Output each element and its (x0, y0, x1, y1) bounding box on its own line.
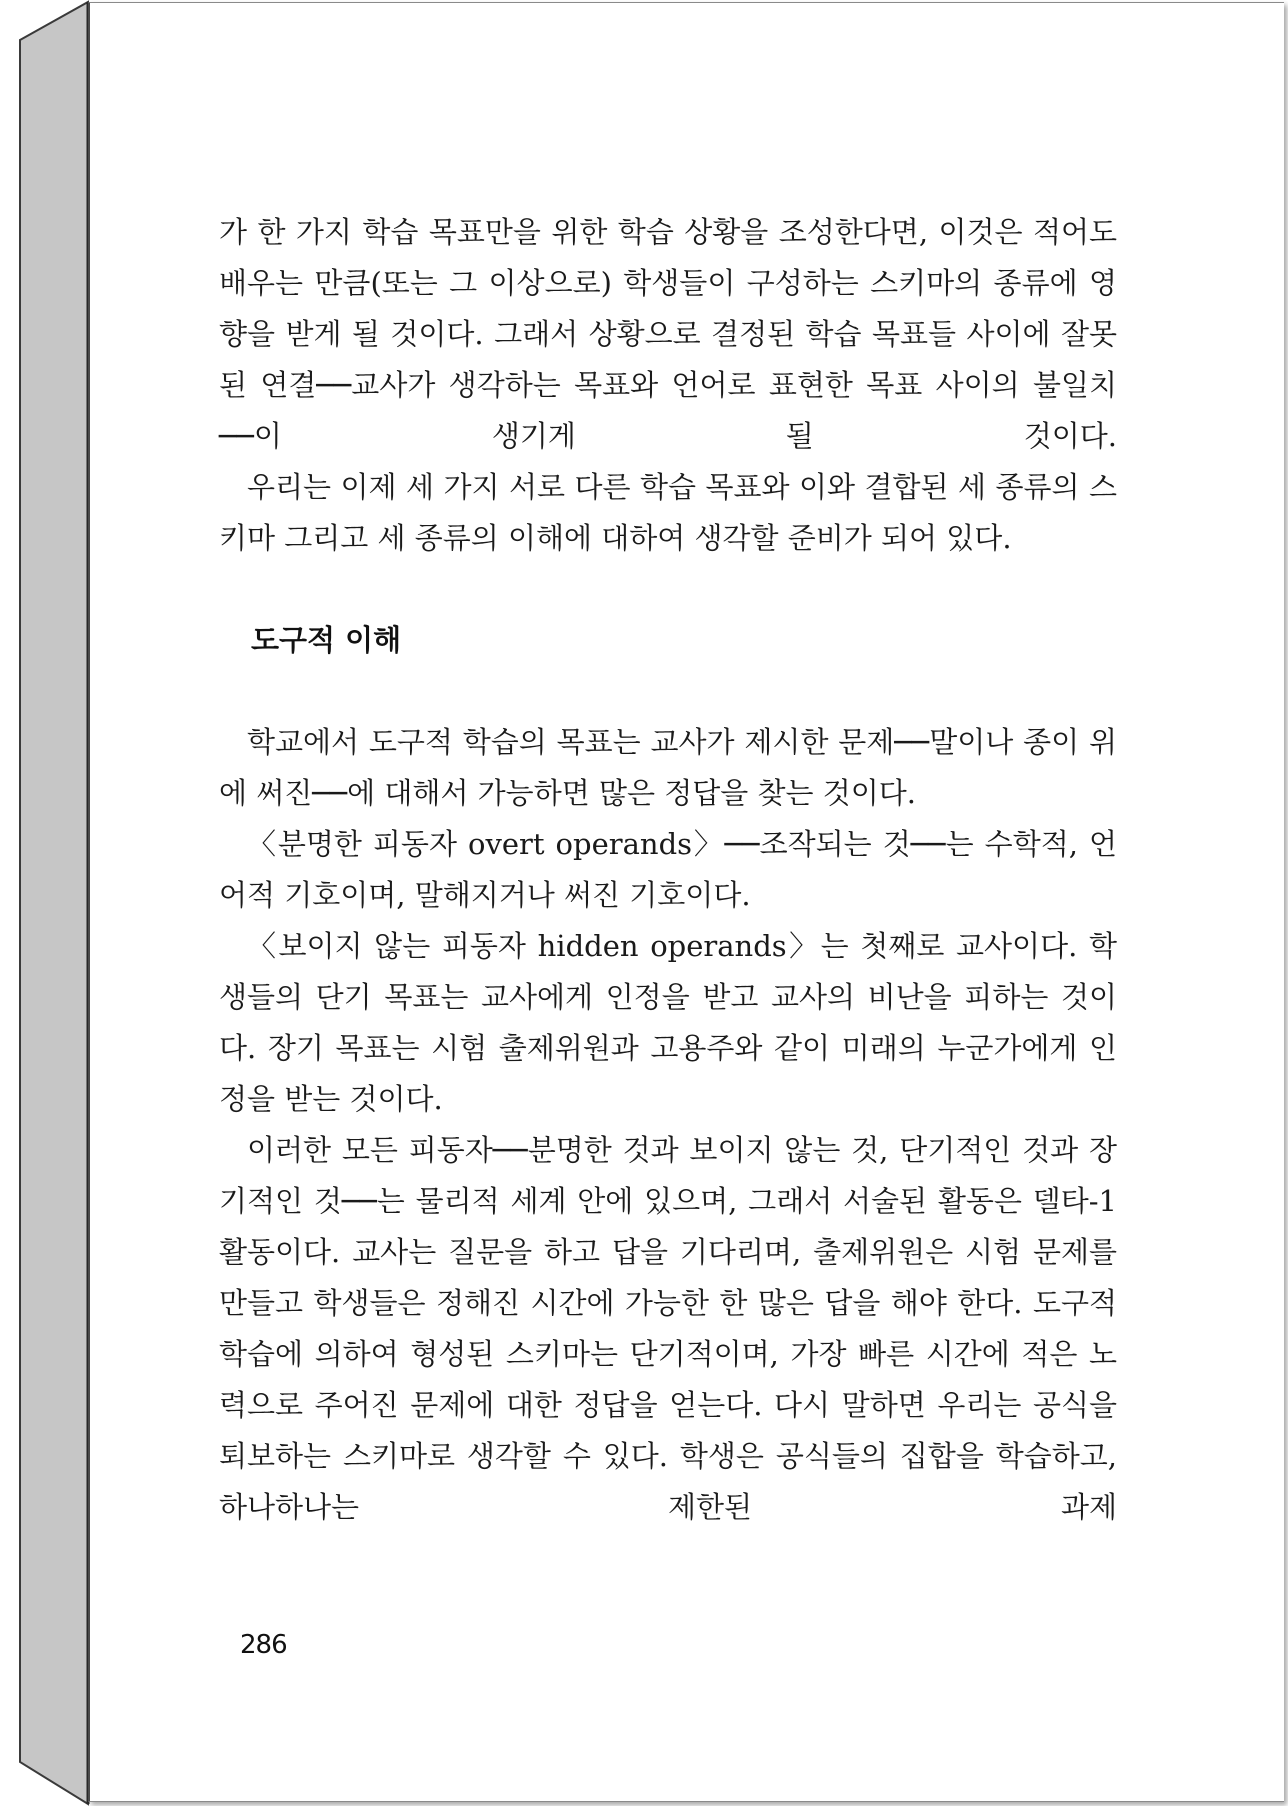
body-text (219, 207, 1117, 1533)
paragraph: 이러한 모든 피동자──분명한 것과 보이지 않는 것, 단기적인 것과 장기적인 것──는 물리적 세계 안에 있으며, 그래서 서술된 활동은 델타-1 활동이다. 교사는 질문을 하고 답을 기다리며, 출제위원은 시험 문제를 만들고 학생들은 정해진 시간에 가능한 한 많은 답을 해야 한다. 도구적 학습에 의하여 형성된 스키마는 단기적이며, 가장 빠른 시간에 적은 노력으로 주어진 문제에 대한 정답을 얻는다. 다시 말하면 우리는 공식을 퇴보하는 스키마로 생각할 수 있다. 학생은 공식들의 집합을 학습하고, 하나하나는 제한된 과제 (219, 1133, 1117, 1524)
page-number: 286 (240, 1630, 287, 1660)
section-heading: 도구적 이해 (251, 623, 402, 657)
paragraph: 〈보이지 않는 피동자 hidden operands〉는 첫째로 교사이다. 학생들의 단기 목표는 교사에게 인정을 받고 교사의 비난을 피하는 것이다. 장기 목표는 시험 출제위원과 고용주와 같이 미래의 누군가에게 인정을 받는 것이다. (219, 929, 1117, 1116)
paragraph: 〈분명한 피동자 overt operands〉──조작되는 것──는 수학적, 언어적 기호이며, 말해지거나 써진 기호이다. (219, 827, 1117, 912)
paragraph-continuation: 가 한 가지 학습 목표만을 위한 학습 상황을 조성한다면, 이것은 적어도 배우는 만큼(또는 그 이상으로) 학생들이 구성하는 스키마의 종류에 영향을 받게 될 것이다. 그래서 상황으로 결정된 학습 목표들 사이에 잘못된 연결──교사가 생각하는 목표와 언어로 표현한 목표 사이의 불일치──이 생기게 될 것이다. (219, 215, 1117, 453)
spacer (219, 564, 1117, 615)
spacer (219, 666, 1117, 717)
paragraph: 학교에서 도구적 학습의 목표는 교사가 제시한 문제──말이나 종이 위에 써진──에 대해서 가능하면 많은 정답을 찾는 것이다. (219, 725, 1117, 810)
paragraph: 우리는 이제 세 가지 서로 다른 학습 목표와 이와 결합된 세 종류의 스키마 그리고 세 종류의 이해에 대하여 생각할 준비가 되어 있다. (219, 470, 1117, 555)
